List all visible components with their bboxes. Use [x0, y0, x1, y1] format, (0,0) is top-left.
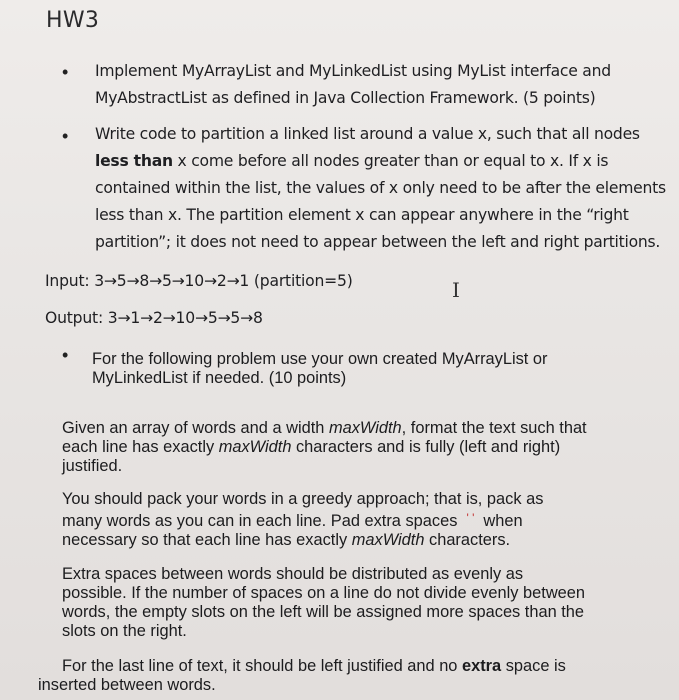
problem-paragraph-3 [62, 565, 585, 641]
bullet-3-line-1: For the following problem use your own created MyArrayList or [92, 350, 548, 368]
page-title: HW3 [46, 8, 100, 33]
problem-p1-text-b: , format the text such that [401, 419, 587, 437]
bullet-1-line-1: Implement MyArrayList and MyLinkedList using MyList interface and [95, 62, 611, 80]
bullet-3-line-2: MyLinkedList if needed. (10 points) [92, 369, 347, 387]
bullet-2-line-4: less than x. The partition element x can appear anywhere in the “right [95, 206, 629, 224]
bullet-2-text [95, 121, 666, 256]
problem-p1-text-d: characters and is fully (left and right) [291, 438, 561, 456]
maxwidth-term: maxWidth [328, 419, 402, 437]
bullet-2-line-1: Write code to partition a linked list around a value x, such that all nodes [95, 125, 640, 143]
problem-p3-line-4: slots on the right. [62, 622, 187, 640]
example-output: Output: 3→1→2→10→5→5→8 [45, 309, 263, 327]
bullet-2-line-2 [95, 148, 666, 175]
problem-p3-line-1: Extra spaces between words should be distributed as evenly as [62, 565, 524, 583]
problem-p1-line-2 [62, 438, 587, 457]
maxwidth-term: maxWidth [351, 531, 425, 549]
problem-p1-line-1 [62, 419, 587, 438]
problem-p4-text-a: For the last line of text, it should be left justified and no [62, 657, 462, 675]
problem-p1-line-3: justified. [62, 457, 123, 475]
bullet-2-line-3: contained within the list, the values of x only need to be after the elements [95, 179, 666, 197]
problem-p3-line-3: words, the empty slots on the left will be assigned more spaces than the [62, 603, 585, 621]
text-cursor-icon: I [452, 278, 460, 302]
problem-paragraph-1 [62, 419, 587, 476]
problem-p2-text-b: many words as you can in each line. Pad extra spaces [62, 512, 458, 530]
problem-p2-text-c: when [483, 512, 523, 530]
example-input: Input: 3→5→8→5→10→2→1 (partition=5) [45, 272, 353, 290]
bullet-3-text [92, 350, 548, 388]
bullet-2-dot: • [62, 126, 69, 146]
problem-p1-text-c: each line has exactly [62, 438, 219, 456]
problem-p3-line-2: possible. If the number of spaces on a line do not divide evenly between [62, 584, 586, 602]
problem-p4-line-2: inserted between words. [38, 676, 216, 694]
problem-p2-line-1: You should pack your words in a greedy approach; that is, pack as [62, 490, 544, 508]
bullet-2-line-2-rest: x come before all nodes greater than or equal to x. If x is [172, 152, 609, 170]
maxwidth-term: maxWidth [218, 438, 292, 456]
space-char-quote: ' ' [466, 511, 475, 525]
problem-p4-line-1 [62, 657, 566, 676]
bullet-2-line-5: partition”; it does not need to appear between the left and right partitions. [95, 233, 661, 251]
bullet-1-text [95, 58, 611, 112]
bullet-3-dot: • [62, 345, 69, 365]
problem-paragraph-4 [38, 657, 566, 695]
problem-p2-text-e: characters. [424, 531, 511, 549]
problem-p1-text-a: Given an array of words and a width [62, 419, 329, 437]
bullet-1-dot: • [62, 62, 69, 82]
problem-p2-text-d: necessary so that each line has exactly [62, 531, 352, 549]
bullet-2-bold-phrase: less than [95, 152, 173, 170]
problem-p2-line-2 [62, 509, 543, 531]
problem-p4-text-b: space is [501, 657, 566, 675]
problem-paragraph-2 [62, 490, 543, 550]
bullet-1-line-2: MyAbstractList as defined in Java Collection Framework. (5 points) [95, 89, 596, 107]
problem-p2-line-3 [62, 531, 543, 550]
extra-bold-term: extra [461, 657, 502, 675]
